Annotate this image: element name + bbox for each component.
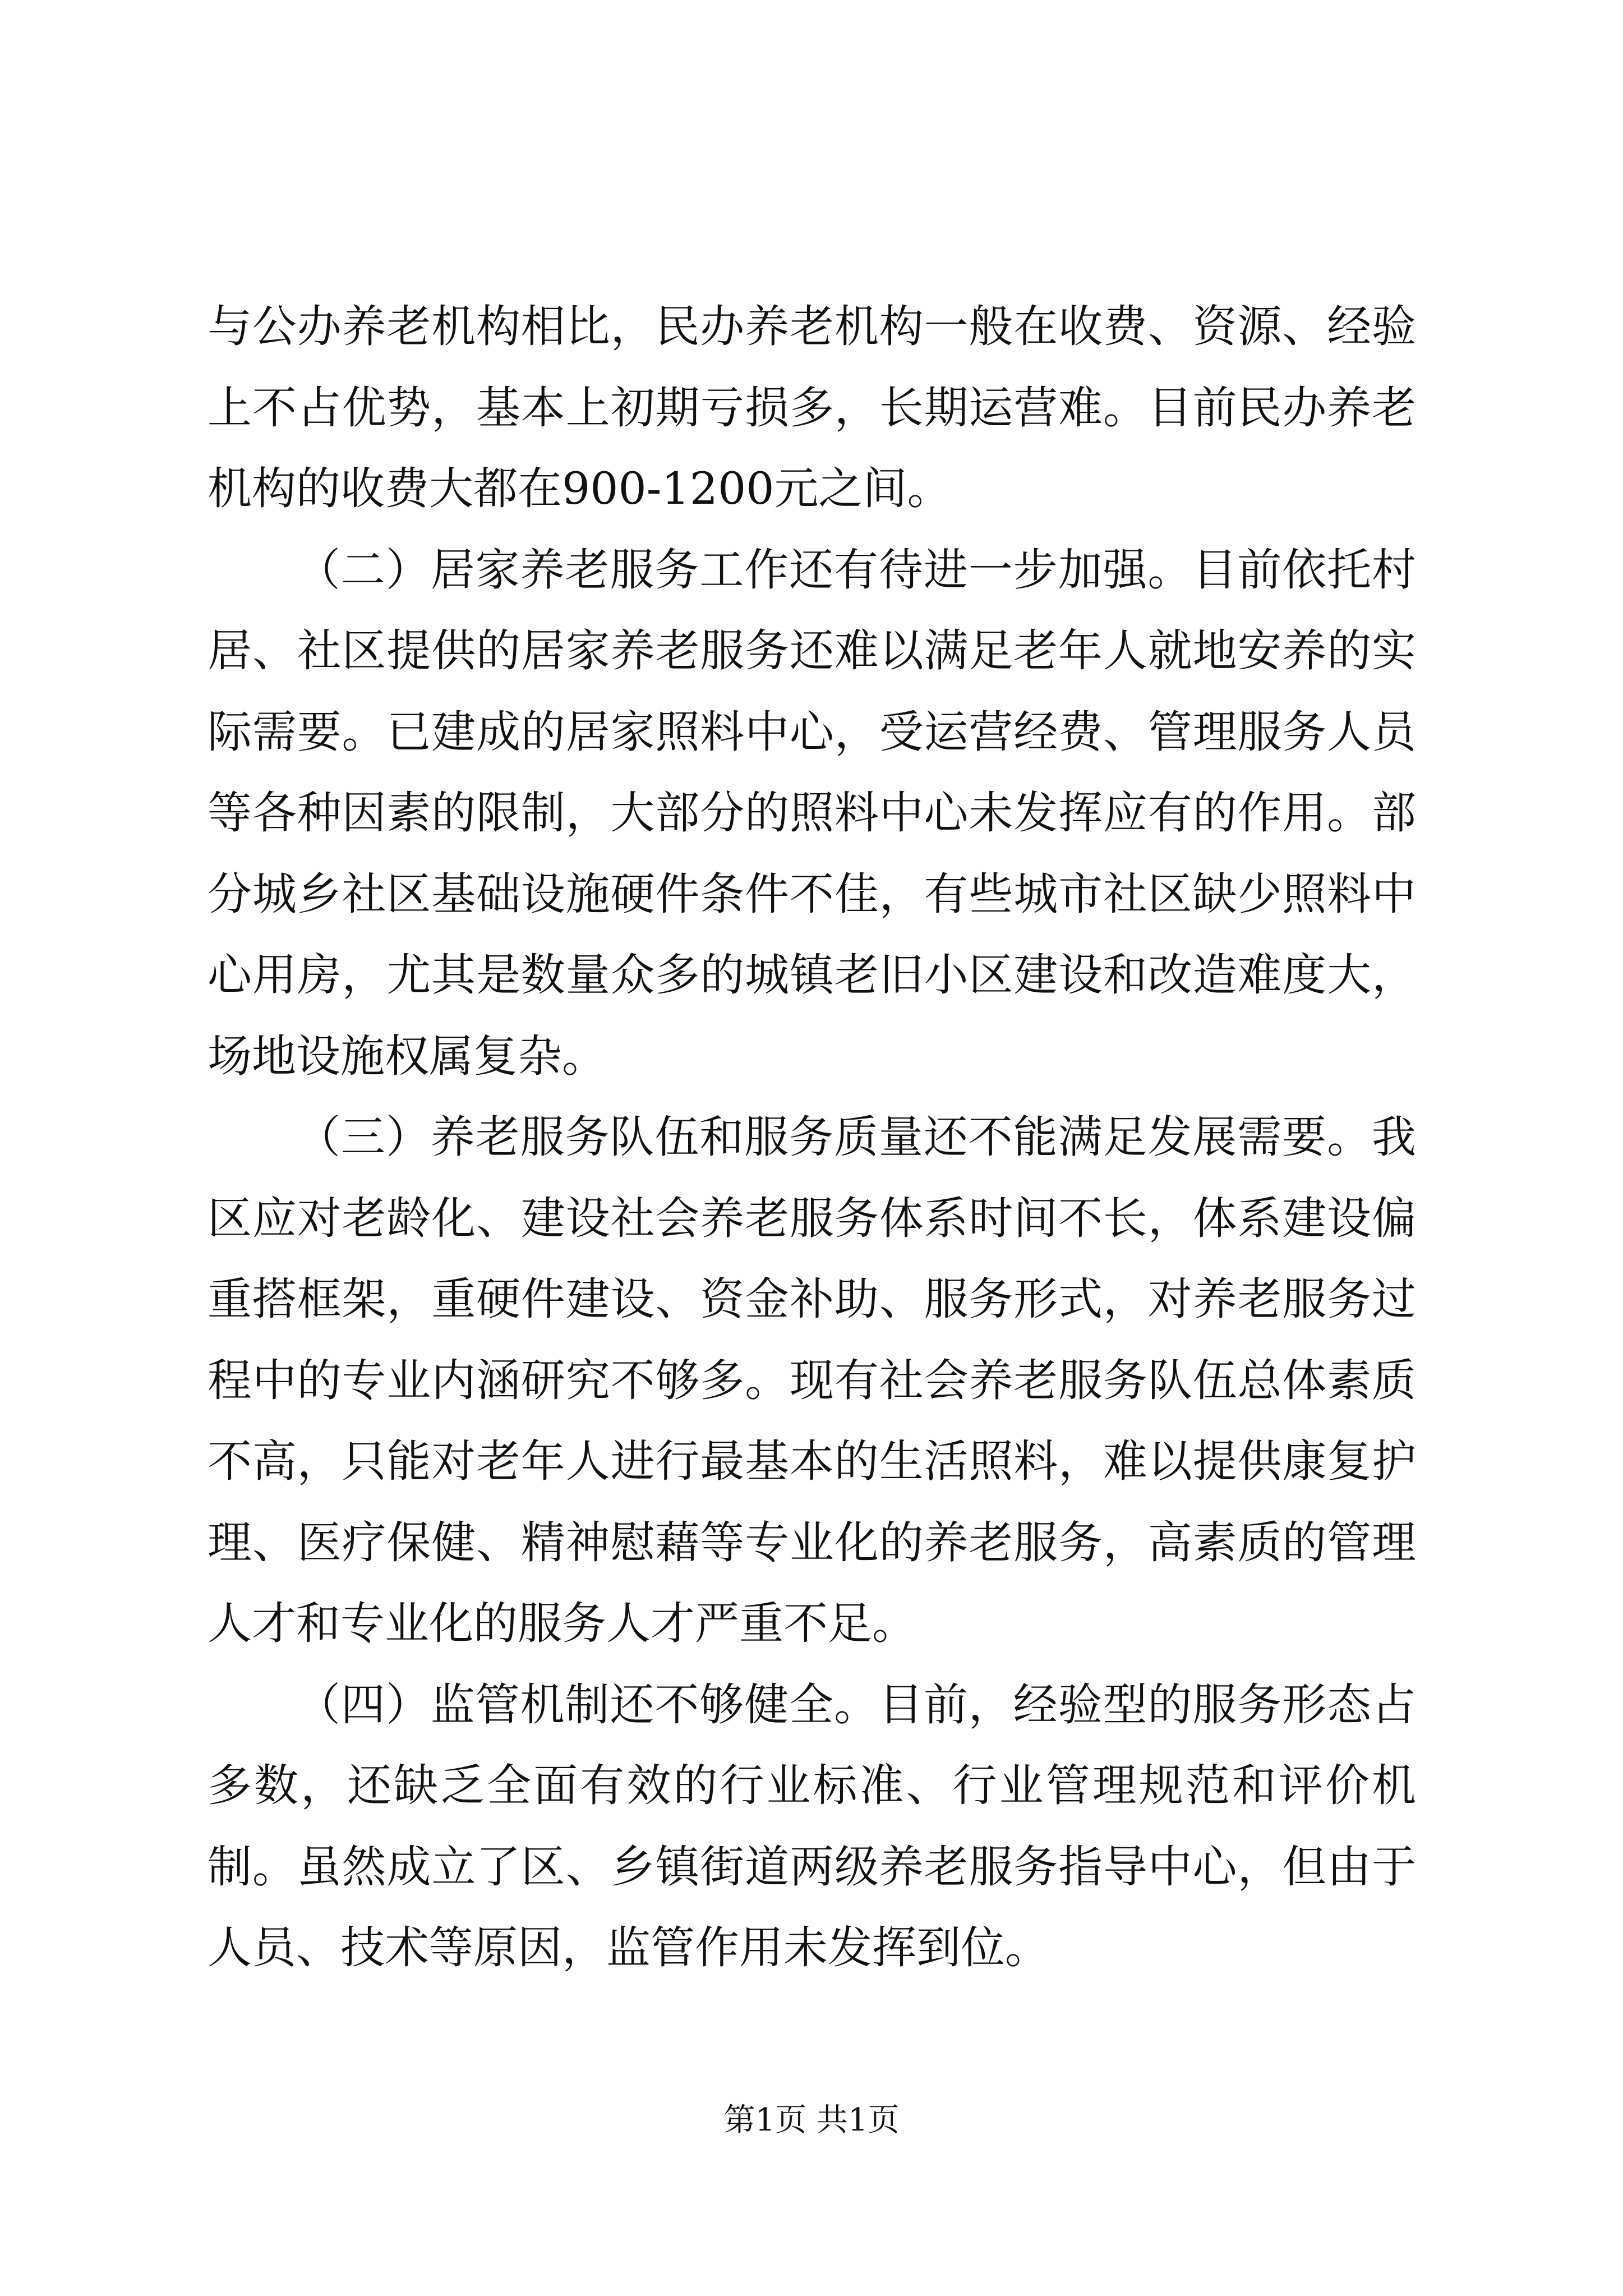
document-body — [208, 286, 1416, 1989]
paragraph-continuation: 与公办养老机构相比，民办养老机构一般在收费、资源、经验上不占优势，基本上初期亏损多，长期运营难。目前民办养老机构的收费大都在900-1200元之间。 — [208, 301, 1416, 514]
paragraph-home-care: （二）居家养老服务工作还有待进一步加强。目前依托村居、社区提供的居家养老服务还难以满足老年人就地安养的实际需要。已建成的居家照料中心，受运营经费、管理服务人员等各种因素的限制，大部分的照料中心未发挥应有的作用。部分城乡社区基础设施硬件条件不佳，有些城市社区缺少照料中心用房，尤其是数量众多的城镇老旧小区建设和改造难度大，场地设施权属复杂。 — [208, 544, 1416, 1082]
page-number-label: 第1页 共1页 — [723, 2102, 900, 2138]
paragraph-service-team: （三）养老服务队伍和服务质量还不能满足发展需要。我区应对老龄化、建设社会养老服务体系时间不长，体系建设偏重搭框架，重硬件建设、资金补助、服务形式，对养老服务过程中的专业内涵研究不够多。现有社会养老服务队伍总体素质不高，只能对老年人进行最基本的生活照料，难以提供康复护理、医疗保健、精神慰藉等专业化的养老服务，高素质的管理人才和专业化的服务人才严重不足。 — [208, 1111, 1416, 1649]
paragraph-supervision: （四）监管机制还不够健全。目前，经验型的服务形态占多数，还缺乏全面有效的行业标准、行业管理规范和评价机制。虽然成立了区、乡镇街道两级养老服务指导中心，但由于人员、技术等原因，监管作用未发挥到位。 — [208, 1678, 1416, 1973]
page-footer — [0, 2101, 1623, 2140]
